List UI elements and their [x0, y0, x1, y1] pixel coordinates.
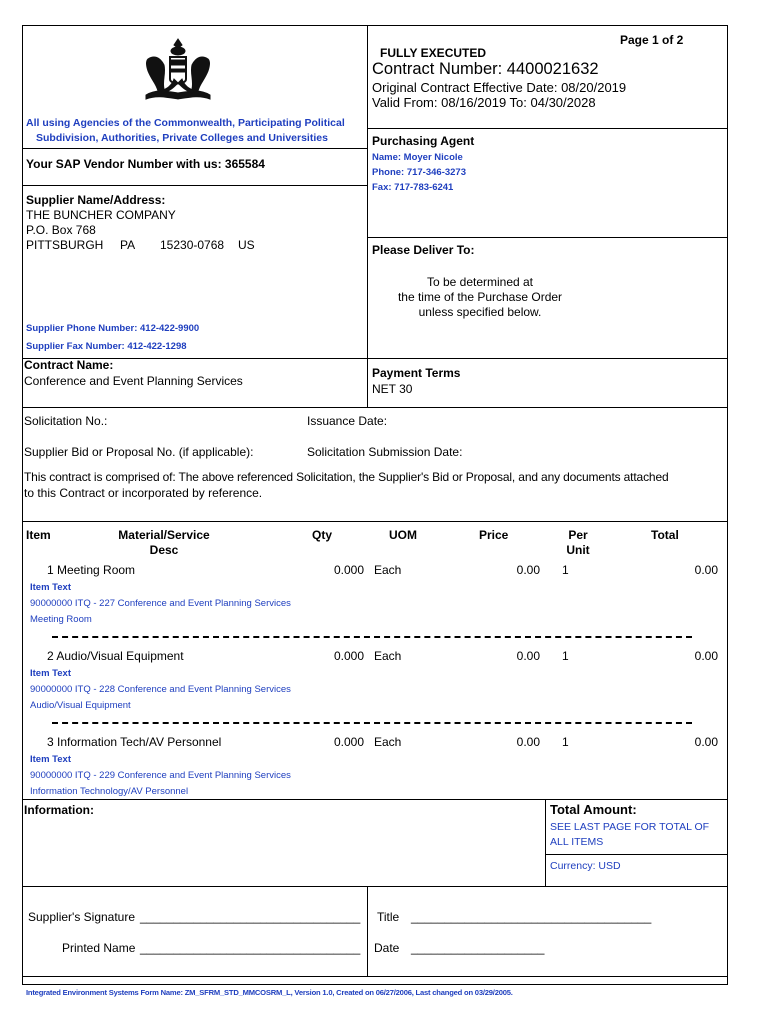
- supplier-city: PITTSBURGH: [26, 238, 104, 252]
- item-separator-1: [52, 636, 692, 638]
- agent-name: Name: Moyer Nicole: [372, 152, 463, 163]
- item-1-desc: 1 Meeting Room: [47, 563, 136, 577]
- signature-top-line: [22, 886, 728, 887]
- item-2-price: 0.00: [516, 649, 540, 663]
- header-divider-vertical: [367, 25, 368, 407]
- signature-bottom-line: [22, 976, 728, 977]
- supplier-signature-line[interactable]: _________________________________: [140, 910, 361, 924]
- payment-terms-value: NET 30: [372, 382, 413, 396]
- deliver-to-heading: Please Deliver To:: [372, 243, 475, 257]
- supplier-signature-label: Supplier's Signature: [28, 910, 136, 924]
- item-3-desc: 3 Information Tech/AV Personnel: [47, 735, 222, 749]
- item-2-desc: 2 Audio/Visual Equipment: [47, 649, 184, 663]
- agent-phone: Phone: 717-346-3273: [372, 167, 466, 178]
- date-line[interactable]: ____________________: [411, 941, 545, 955]
- item-2-text-line2: Audio/Visual Equipment: [30, 700, 131, 711]
- printed-name-label: Printed Name: [62, 941, 136, 955]
- col-price: Price: [479, 528, 509, 542]
- item-1-qty: 0.000: [333, 563, 364, 577]
- supplier-po-box: P.O. Box 768: [26, 223, 96, 237]
- supplier-country: US: [238, 238, 255, 252]
- valid-date-range: Valid From: 08/16/2019 To: 04/30/2028: [372, 95, 596, 110]
- contract-name-value: Conference and Event Planning Services: [24, 374, 243, 388]
- col-item: Item: [26, 528, 51, 542]
- item-2-text-label: Item Text: [30, 668, 72, 679]
- col-per-line1: Per: [568, 528, 588, 542]
- total-amount-line1: SEE LAST PAGE FOR TOTAL OF: [550, 821, 710, 833]
- contract-name-heading: Contract Name:: [24, 358, 114, 372]
- supplier-phone: Supplier Phone Number: 412-422-9900: [26, 323, 200, 334]
- sap-vendor-number: Your SAP Vendor Number with us: 365584: [26, 157, 265, 171]
- information-label: Information:: [24, 803, 94, 817]
- total-amount-heading: Total Amount:: [550, 802, 637, 817]
- agent-bottom-line: [367, 237, 728, 238]
- solicitation-number: Solicitation No.:: [24, 414, 108, 428]
- printed-name-line[interactable]: _________________________________: [140, 941, 361, 955]
- signature-divider-vertical: [367, 886, 368, 976]
- item-3-price: 0.00: [516, 735, 540, 749]
- purchasing-agent-heading: Purchasing Agent: [372, 134, 475, 148]
- execution-status: FULLY EXECUTED: [380, 46, 487, 60]
- page-number: Page 1 of 2: [620, 33, 684, 47]
- supplier-fax: Supplier Fax Number: 412-422-1298: [26, 341, 187, 352]
- payment-terms-heading: Payment Terms: [372, 366, 461, 380]
- title-label: Title: [377, 910, 400, 924]
- col-uom: UOM: [389, 528, 417, 542]
- supplier-zip: 15230-0768: [160, 238, 225, 252]
- item-2-per: 1: [562, 649, 569, 663]
- item-separator-2: [52, 722, 692, 724]
- contract-name-top-line: [22, 358, 728, 359]
- col-qty: Qty: [312, 528, 333, 542]
- deliver-line-3: unless specified below.: [418, 305, 542, 319]
- item-1-text-line2: Meeting Room: [30, 614, 92, 625]
- header-bottom-line: [367, 128, 728, 129]
- items-header-top-line: [22, 521, 728, 522]
- agent-fax: Fax: 717-783-6241: [372, 182, 454, 193]
- item-1-price: 0.00: [516, 563, 540, 577]
- currency-top-line: [545, 854, 728, 855]
- supplier-heading: Supplier Name/Address:: [26, 193, 166, 207]
- item-1-per: 1: [562, 563, 569, 577]
- currency: Currency: USD: [550, 860, 621, 872]
- item-1-text-line1: 90000000 ITQ - 227 Conference and Event Planning Services: [30, 598, 291, 609]
- item-2-uom: Each: [374, 649, 402, 663]
- item-3-text-line1: 90000000 ITQ - 229 Conference and Event Planning Services: [30, 770, 291, 781]
- issuance-date: Issuance Date:: [307, 414, 388, 428]
- title-line[interactable]: ____________________________________: [411, 910, 652, 924]
- date-label: Date: [374, 941, 400, 955]
- item-3-per: 1: [562, 735, 569, 749]
- agencies-line-2: Subdivision, Authorities, Private Colleges and Universities: [36, 132, 328, 144]
- col-total: Total: [651, 528, 679, 542]
- item-3-total: 0.00: [694, 735, 718, 749]
- form-footer: Integrated Environment Systems Form Name: ZM_SFRM_STD_MMCOSRM_L, Version 1.0, Created on 06/27/2006, Last changed on 03/29/2005.: [26, 988, 513, 997]
- comprised-line-1: This contract is comprised of: The above referenced Solicitation, the Supplier's Bid or Proposal, and any documents attached: [24, 470, 669, 484]
- item-3-text-line2: Information Technology/AV Personnel: [30, 786, 189, 797]
- pennsylvania-seal-icon: [140, 37, 216, 105]
- col-desc-line2: Desc: [149, 543, 179, 557]
- item-1-total: 0.00: [694, 563, 718, 577]
- col-per-line2: Unit: [566, 543, 590, 557]
- submission-date: Solicitation Submission Date:: [307, 445, 463, 459]
- supplier-bid-number: Supplier Bid or Proposal No. (if applicable):: [24, 445, 254, 459]
- total-divider-vertical: [545, 799, 546, 886]
- item-1-uom: Each: [374, 563, 402, 577]
- supplier-state: PA: [120, 238, 136, 252]
- comprised-line-2: to this Contract or incorporated by reference.: [24, 486, 263, 500]
- original-effective-date: Original Contract Effective Date: 08/20/2019: [372, 80, 627, 95]
- supplier-name: THE BUNCHER COMPANY: [26, 208, 176, 222]
- contract-number: Contract Number: 4400021632: [372, 60, 599, 78]
- item-3-qty: 0.000: [333, 735, 364, 749]
- agencies-line-1: All using Agencies of the Commonwealth, Participating Political: [26, 117, 345, 129]
- item-3-text-label: Item Text: [30, 754, 72, 765]
- contract-name-bottom-line: [22, 407, 728, 408]
- col-desc-line1: Material/Service: [118, 528, 210, 542]
- item-3-uom: Each: [374, 735, 402, 749]
- deliver-line-1: To be determined at: [426, 275, 534, 289]
- item-2-text-line1: 90000000 ITQ - 228 Conference and Event Planning Services: [30, 684, 291, 695]
- item-2-qty: 0.000: [333, 649, 364, 663]
- items-bottom-line: [22, 799, 728, 800]
- total-amount-line2: ALL ITEMS: [550, 836, 604, 848]
- item-2-total: 0.00: [694, 649, 718, 663]
- item-1-text-label: Item Text: [30, 582, 72, 593]
- agencies-bottom-line: [22, 148, 367, 149]
- deliver-line-2: the time of the Purchase Order: [397, 290, 563, 304]
- vendor-bottom-line: [22, 185, 367, 186]
